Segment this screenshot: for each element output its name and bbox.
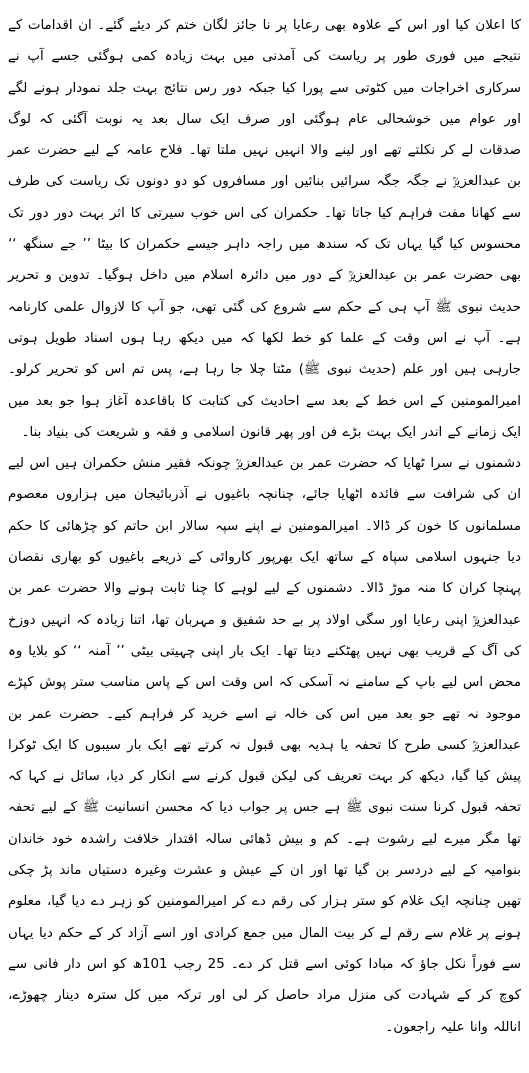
paragraph-1: کا اعلان کیا اور اس کے علاوہ بھی رعایا پر نا جائز لگان ختم کر دیئے گئے۔ ان اقدامات کے نتیجے میں فوری طور پر ریاست کی آمدنی میں بہت زیادہ کمی ہوگئی جسے آپ نے سرکاری اخراجات میں کٹوتی سے پورا کیا جبکہ دور رس نتائج بہت جلد نمودار ہونے لگے اور عوام میں خوشحالی عام ہوگئی اور صرف ایک سال بعد یہ نوبت آگئی کہ لوگ صدقات لے کر نکلتے تھے اور لینے والا انہیں نہیں ملتا تھا۔ فلاح عامہ کے لیے حضرت عمر بن عبدالعزیزؒ نے جگہ جگہ سرائیں بنائیں اور مسافروں کو دو دونوں تک ریاست کی طرف سے کھانا مفت فراہم کیا جاتا تھا۔ حکمران کی اس خوب سیرتی کا اثر بہت دور دور تک محسوس کیا گیا یہاں تک کہ سندھ میں راجہ داہر جیسے حکمران کا بیٹا ’’ جے سنگھ ‘‘ بھی حضرت عمر بن عبدالعزیزؒ کے دور میں دائرہ اسلام میں داخل ہوگیا۔ تدوین و تحریر حدیث نبوی ﷺ آپ ہی کے حکم سے شروع کی گئی تھی، جو آپ کا لازوال علمی کارنامہ ہے۔ آپ نے اس وقت کے علما کو خط لکھا کہ میں دیکھ رہا ہوں اسناد طویل ہوتی جارہی ہیں اور علم (حدیث نبوی ﷺ) مٹتا چلا جا رہا ہے، پس تم اس کو تحریر کرلو۔ امیرالمومنین کے اس خط کے بعد سے احادیث کی کتابت کا باقاعدہ آغاز ہوا جو بعد میں ایک زمانے کے اندر ایک بہت بڑے فن اور پھر قانون اسلامی و فقہ و شریعت کی بنیاد بنا۔: [8, 18, 521, 440]
paragraph-2: دشمنوں نے سرا ٹھایا کہ حضرت عمر بن عبدالعزیزؒ چونکہ فقیر منش حکمران ہیں اس لیے ان کی شرافت سے فائدہ اٹھایا جائے، چنانچہ باغیوں نے آذربائیجان میں ہزاروں معصوم مسلمانوں کا خون کر ڈالا۔ امیرالمومنین نے اپنے سپہ سالار ابن حاتم کو چڑھائی کا حکم دیا جنہوں اسلامی سپاہ کے ساتھ ایک بھرپور کاروائی کے ذریعے باغیوں کو بھاری نقصان پہنچا کران کا منہ موڑ ڈالا۔ دشمنوں کے لیے لوہے کا چنا ثابت ہونے والا حضرت عمر بن عبدالعزیزؒ اپنی رعایا اور سگی اولاد پر بے حد شفیق و مہربان تھا، اتنا زیادہ کہ انہیں دوزخ کی آگ کے قریب بھی نہیں پھٹکنے دیتا تھا۔ ایک بار اپنی چہیتی بیٹی ’’ آمنہ ‘‘ کو بلایا وہ محض اس لیے باپ کے سامنے نہ آسکی کہ اس وقت اس کے پاس مناسب ستر پوش کپڑے موجود نہ تھے جو بعد میں اس کی خالہ نے اسے خرید کر فراہم کیے۔ حضرت عمر بن عبدالعزیزؒ کسی طرح کا تحفہ یا ہدیہ بھی قبول نہ کرتے تھے ایک بار سیبوں کا ایک ٹوکرا پیش کیا گیا، دیکھ کر بہت تعریف کی لیکن قبول کرنے سے انکار کر دیا، سائل نے کہا کہ تحفہ قبول کرنا سنت نبوی ﷺ ہے جس پر جواب دیا کہ محسن انسانیت ﷺ کے لیے تحفہ تھا مگر میرے لیے رشوت ہے۔ کم و بیش ڈھائی سالہ اقتدار خلافت راشدہ خود خاندان بنوامیہ کے لیے دردسر بن گیا تھا اور ان کے عیش و عشرت وغیرہ دستیاں ماند پڑ چکی تھیں چنانچہ ایک غلام کو ستر ہزار کی رقم دے کر امیرالمومنین کو زہر دے دیا گیا، معلوم ہونے پر غلام سے رقم لے کر بیت المال میں جمع کرادی اور اسے آزاد کر کے حکم دیا یہاں سے فوراً نکل جاؤ کہ مبادا کوئی اسے قتل کر دے۔ 25 رجب 101ھ کو اس دار فانی سے کوچ کر کے شہادت کی منزل مراد حاصل کر لی اور ترکہ میں کل سترہ دینار چھوڑے، اناللہ وانا علیہ راجعون۔: [8, 456, 521, 1035]
